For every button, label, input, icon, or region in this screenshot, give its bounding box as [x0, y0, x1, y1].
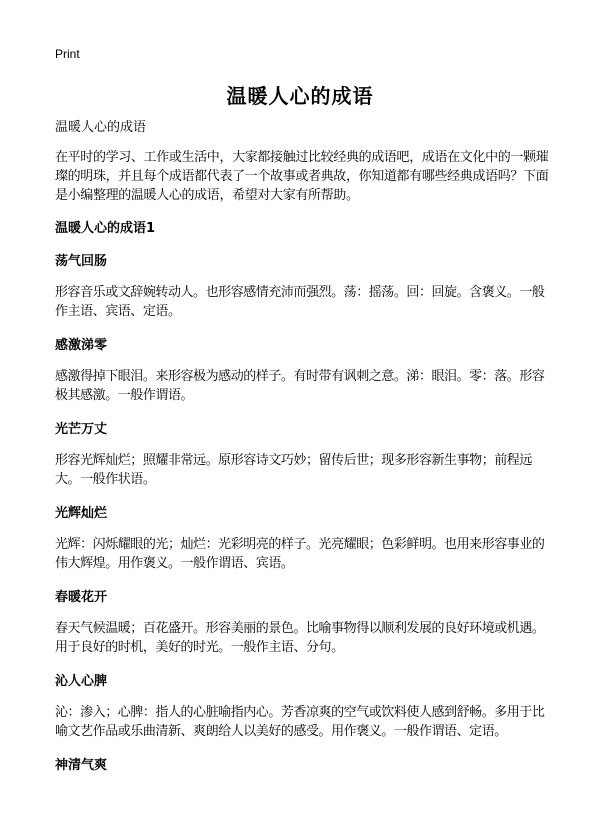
section-heading: 温暖人心的成语1 — [55, 221, 156, 236]
idiom-description: 光辉：闪烁耀眼的光；灿烂：光彩明亮的样子。光亮耀眼；色彩鲜明。也用来形容事业的伟大辉煌。用作褒义。一般作谓语、宾语。 — [55, 537, 545, 571]
article-body — [55, 118, 550, 787]
idiom-entry — [55, 672, 550, 741]
idiom-description: 沁：渗入；心脾：指人的心脏喻指内心。芳香凉爽的空气或饮料使人感到舒畅。多用于比喻文艺作品或乐曲清新、爽朗给人以美好的感受。用作褒义。一般作谓语、定语。 — [55, 705, 545, 739]
idiom-entry — [55, 504, 550, 573]
idiom-name: 光辉灿烂 — [55, 506, 108, 521]
idiom-entry — [55, 588, 550, 657]
idiom-description: 形容光辉灿烂；照耀非常远。原形容诗文巧妙；留传后世；现多形容新生事物；前程远大。一般作状语。 — [55, 453, 532, 487]
page-title: 温暖人心的成语 — [226, 84, 374, 108]
idiom-name: 荡气回肠 — [55, 254, 108, 269]
idiom-entry — [55, 252, 550, 321]
idiom-name: 春暖花开 — [55, 590, 108, 605]
idiom-name: 沁人心脾 — [55, 674, 108, 689]
print-link[interactable]: Print — [55, 47, 80, 61]
idiom-name: 光芒万丈 — [55, 422, 108, 437]
idiom-description: 形容音乐或文辞婉转动人。也形容感情充沛而强烈。荡：摇荡。回：回旋。含褒义。一般作主语、宾语、定语。 — [55, 285, 545, 319]
idiom-description: 感激得掉下眼泪。来形容极为感动的样子。有时带有讽刺之意。涕：眼泪。零：落。形容极其感激。一般作谓语。 — [55, 369, 545, 403]
idiom-entry — [55, 756, 550, 775]
idiom-entry — [55, 336, 550, 405]
idiom-entry — [55, 420, 550, 489]
idiom-name: 神清气爽 — [55, 758, 108, 773]
intro-paragraph: 在平时的学习、工作或生活中，大家都接触过比较经典的成语吧，成语在文化中的一颗璀璨的明珠，并且每个成语都代表了一个故事或者典故，你知道都有哪些经典成语吗？下面是小编整理的温暖人心的成语，希望对大家有所帮助。 — [55, 150, 549, 203]
article-subtitle: 温暖人心的成语 — [55, 120, 147, 135]
idiom-description: 春天气候温暖；百花盛开。形容美丽的景色。比喻事物得以顺利发展的良好环境或机遇。用于良好的时机，美好的时光。一般作主语、分句。 — [55, 621, 545, 655]
idiom-name: 感激涕零 — [55, 338, 108, 353]
